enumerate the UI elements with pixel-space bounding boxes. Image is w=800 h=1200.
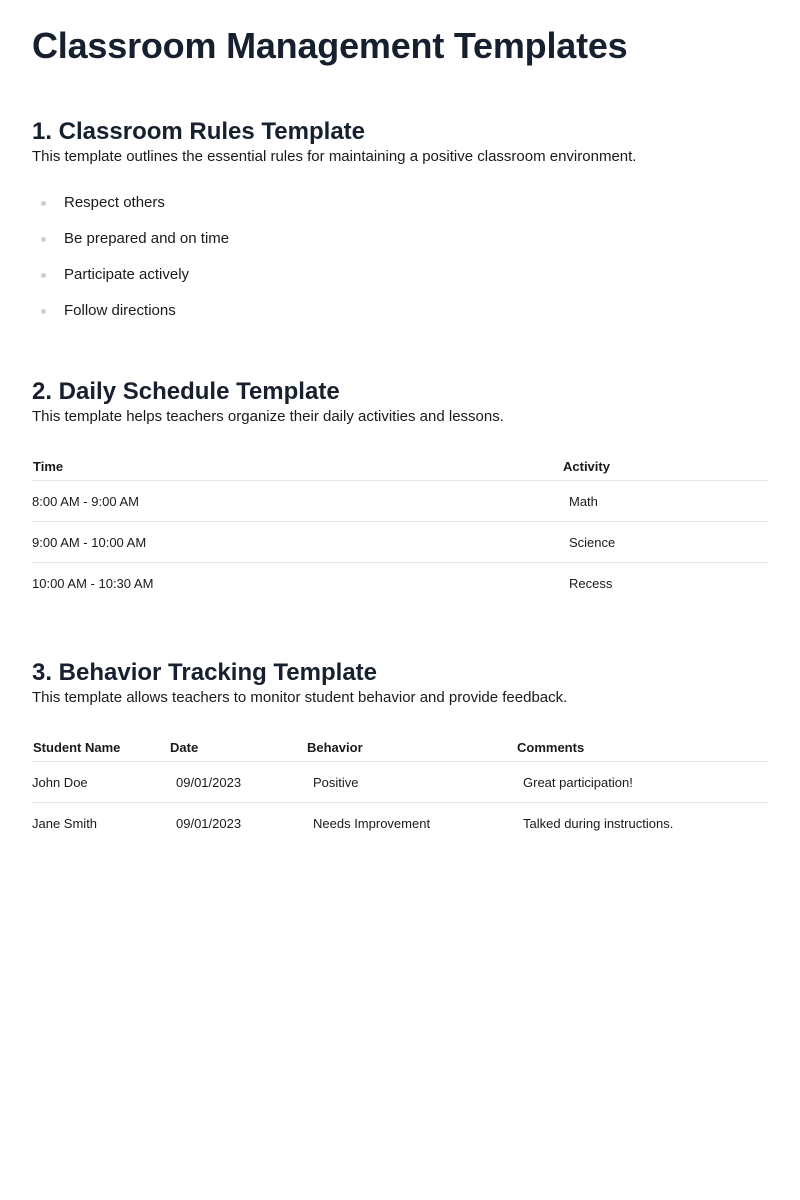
table-cell: Jane Smith — [32, 815, 98, 831]
table-cell: 09/01/2023 — [169, 762, 306, 803]
section-heading: 3. Behavior Tracking Template — [32, 659, 378, 686]
section-description: This template allows teachers to monitor student behavior and provide feedback. — [32, 689, 568, 706]
table-row — [32, 803, 768, 844]
list-item — [32, 193, 768, 229]
section-description: This template helps teachers organize their daily activities and lessons. — [32, 408, 504, 425]
page-title: Classroom Management Templates — [32, 25, 628, 66]
table-row — [32, 563, 768, 604]
table-header-row — [32, 736, 768, 762]
table-cell: Positive — [306, 762, 516, 803]
table-cell: Talked during instructions. — [523, 815, 674, 831]
table-cell: 09/01/2023 — [176, 815, 242, 831]
behavior-tracking-section — [32, 658, 768, 843]
classroom-rules-section — [32, 117, 768, 337]
section-heading: 1. Classroom Rules Template — [32, 118, 365, 145]
behavior-table — [32, 736, 768, 843]
rule-text: Follow directions — [64, 302, 176, 319]
rule-text: Respect others — [64, 194, 165, 211]
daily-schedule-section — [32, 377, 768, 603]
bullet-icon — [41, 201, 46, 206]
rule-text: Be prepared and on time — [64, 230, 230, 247]
list-item — [32, 229, 768, 265]
list-item — [32, 301, 768, 337]
bullet-icon — [41, 309, 46, 314]
section-heading: 2. Daily Schedule Template — [32, 378, 340, 405]
table-row — [32, 762, 768, 803]
table-cell: 10:00 AM - 10:30 AM — [32, 575, 154, 591]
table-cell: Math — [562, 481, 768, 522]
table-cell: Recess — [569, 575, 613, 591]
table-header-row — [32, 455, 768, 481]
bullet-icon — [41, 273, 46, 278]
rule-text: Participate actively — [64, 266, 190, 283]
column-header-activity: Activity — [562, 455, 768, 481]
column-header-date: Date — [169, 736, 306, 762]
column-header-student-name: Student Name — [32, 736, 169, 762]
column-header-behavior: Behavior — [306, 736, 516, 762]
table-cell: John Doe — [32, 762, 169, 803]
table-cell: Needs Improvement — [313, 815, 431, 831]
table-cell: Great participation! — [516, 762, 768, 803]
table-row — [32, 481, 768, 522]
column-header-time: Time — [32, 455, 562, 481]
schedule-table — [32, 455, 768, 603]
list-item — [32, 265, 768, 301]
rules-list — [32, 193, 768, 337]
column-header-comments: Comments — [516, 736, 768, 762]
bullet-icon — [41, 237, 46, 242]
table-cell: 9:00 AM - 10:00 AM — [32, 522, 562, 563]
section-description: This template outlines the essential rules for maintaining a positive classroom environment. — [32, 148, 637, 165]
table-cell: 8:00 AM - 9:00 AM — [32, 481, 562, 522]
table-row — [32, 522, 768, 563]
table-cell: Science — [562, 522, 768, 563]
